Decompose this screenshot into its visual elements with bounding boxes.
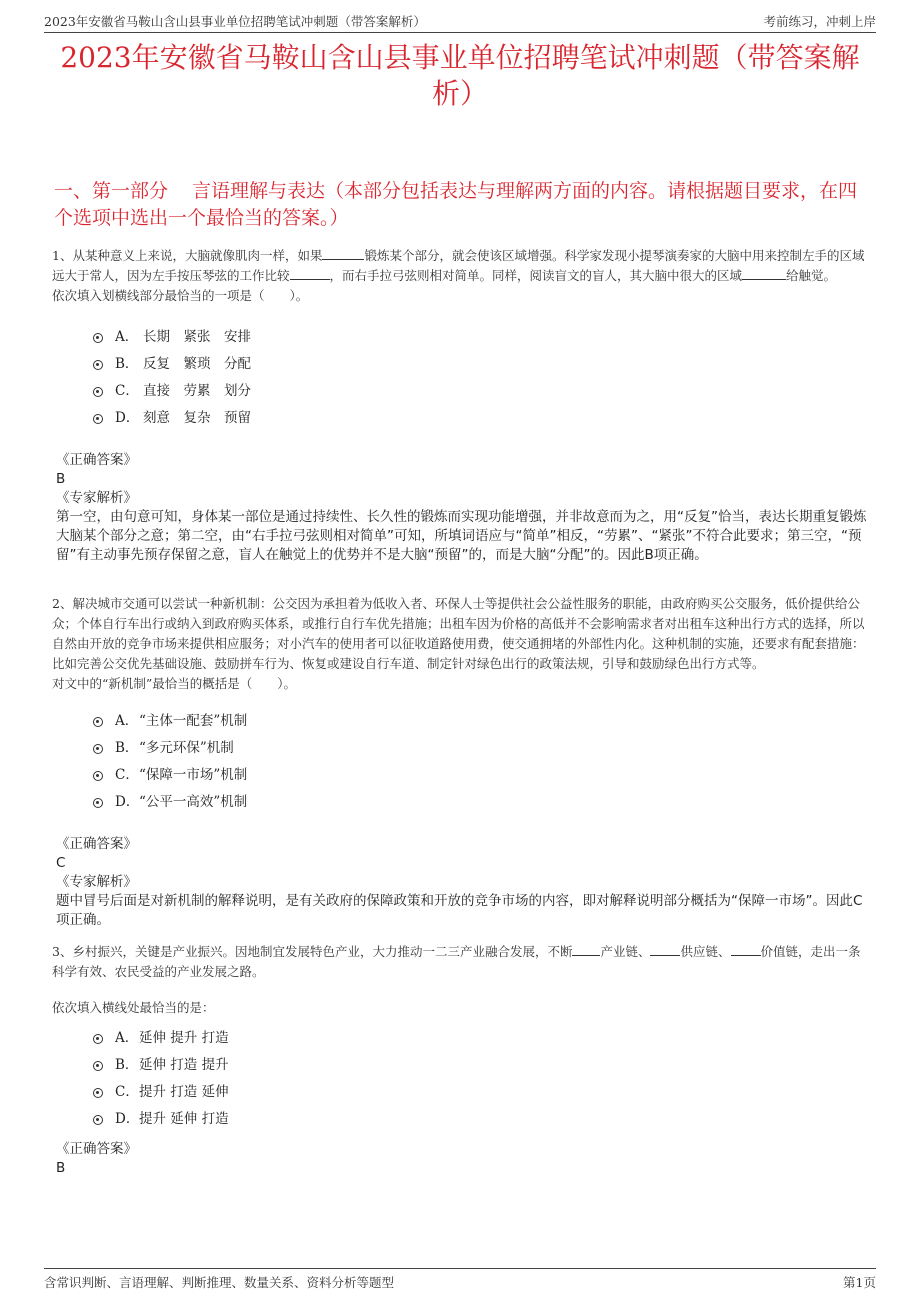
analysis-text: 第一空，由句意可知，身体某一部位是通过持续性、长久性的锻炼而实现功能增强，并非故意而为之，用“反复”恰当，表达长期重复锻炼大脑某个部分之意；第二空，由“右手拉弓弦则相对简单”可知，所填词语应与“简单”相反，“劳累”、“紧张”不符合此要求；第三空，“预留”有主动事先预存保留之意，盲人在触觉上的优势并不是大脑“预留”的，而是大脑“分配”的。因此B项正确。	[56, 509, 867, 563]
page-header	[44, 10, 876, 33]
page-number: 第1页	[843, 1275, 876, 1290]
radio-button-icon[interactable]	[93, 744, 103, 754]
radio-button-icon[interactable]	[93, 771, 103, 781]
question-2-text: 2、解决城市交通可以尝试一种新机制：公交因为承担着为低收入者、环保人士等提供社会公益性服务的职能，由政府购买公交服务，低价提供给公众；个体自行车出行或纳入到政府购买体系，或推行自行车优先措施；出租车因为价格的高低并不会影响需求者对出租车这种出行方式的选择，所以自然由开放的竞争市场来提供相应服务；对小汽车的使用者可以征收道路使用费，使交通拥堵的外部性内化。这种机制的实施，还要求有配套措施：比如完善公交优先基础设施、鼓励拼车行为、恢复或建设自行车道、制定针对绿色出行的政策法规，引导和鼓励绿色出行方式等。 对文中的“新机制”最恰当的概括是（ ）。	[52, 594, 868, 694]
analysis-label: 《专家解析》	[56, 874, 137, 890]
answer-value: B	[56, 1160, 66, 1176]
analysis-label: 《专家解析》	[56, 490, 137, 506]
header-doc-title: 2023年安徽省马鞍山含山县事业单位招聘笔试冲刺题（带答案解析）	[44, 14, 426, 29]
question-1-answer-block	[56, 451, 868, 565]
fill-blank	[742, 267, 786, 280]
fill-blank	[290, 267, 330, 280]
question-3-text: 3、乡村振兴，关键是产业振兴。因地制宜发展特色产业，大力推动一二三产业融合发展，不断 产业链、 供应链、 价值链，走出一条科学有效、农民受益的产业发展之路。 依次填入横线处最恰当的是：	[52, 942, 868, 1018]
radio-button-icon[interactable]	[93, 414, 103, 424]
answer-value: C	[56, 855, 66, 871]
section-part: 一、第一部分	[54, 180, 169, 202]
question-2-prompt: 对文中的“新机制”最恰当的概括是（ ）。	[52, 676, 297, 691]
radio-button-icon[interactable]	[93, 798, 103, 808]
radio-button-icon[interactable]	[93, 360, 103, 370]
question-3-answer-block	[56, 1140, 868, 1178]
radio-button-icon[interactable]	[93, 1115, 103, 1125]
fill-blank	[731, 943, 761, 956]
answer-label: 《正确答案》	[56, 836, 137, 852]
answer-label: 《正确答案》	[56, 452, 137, 468]
radio-button-icon[interactable]	[93, 333, 103, 343]
answer-label: 《正确答案》	[56, 1141, 137, 1157]
page-footer	[44, 1268, 876, 1291]
section-heading	[54, 178, 870, 232]
radio-button-icon[interactable]	[93, 1088, 103, 1098]
radio-button-icon[interactable]	[93, 717, 103, 727]
question-1-text: 1、从某种意义上来说，大脑就像肌肉一样，如果 锻炼某个部分，就会使该区域增强。科学家发现小提琴演奏家的大脑中用来控制左手的区域远大于常人，因为左手按压琴弦的工作比较 ，而右手拉弓弦则相对简单。同样，阅读盲文的盲人，其大脑中很大的区域 给触觉。 依次填入划横线部分最恰当的一项是（ ）。	[52, 246, 868, 306]
fill-blank	[322, 247, 364, 260]
footer-topics: 含常识判断、言语理解、判断推理、数量关系、资料分析等题型	[44, 1275, 395, 1290]
answer-value: B	[56, 471, 66, 487]
question-1-prompt: 依次填入划横线部分最恰当的一项是（ ）。	[52, 288, 309, 303]
document-title: 2023年安徽省马鞍山含山县事业单位招聘笔试冲刺题（带答案解析）	[60, 41, 860, 110]
question-3-prompt: 依次填入横线处最恰当的是：	[52, 1000, 215, 1015]
analysis-text: 题中冒号后面是对新机制的解释说明，是有关政府的保障政策和开放的竞争市场的内容，即对解释说明部分概括为“保障一市场”。因此C项正确。	[56, 893, 863, 928]
radio-button-icon[interactable]	[93, 1034, 103, 1044]
question-2-answer-block	[56, 835, 868, 930]
fill-blank	[650, 943, 680, 956]
radio-button-icon[interactable]	[93, 1061, 103, 1071]
fill-blank	[572, 943, 600, 956]
radio-button-icon[interactable]	[93, 387, 103, 397]
header-slogan: 考前练习，冲刺上岸	[763, 14, 876, 29]
section-description: 言语理解与表达（本部分包括表达与理解两方面的内容。请根据题目要求，在四个选项中选出一个最恰当的答案。）	[54, 180, 858, 229]
